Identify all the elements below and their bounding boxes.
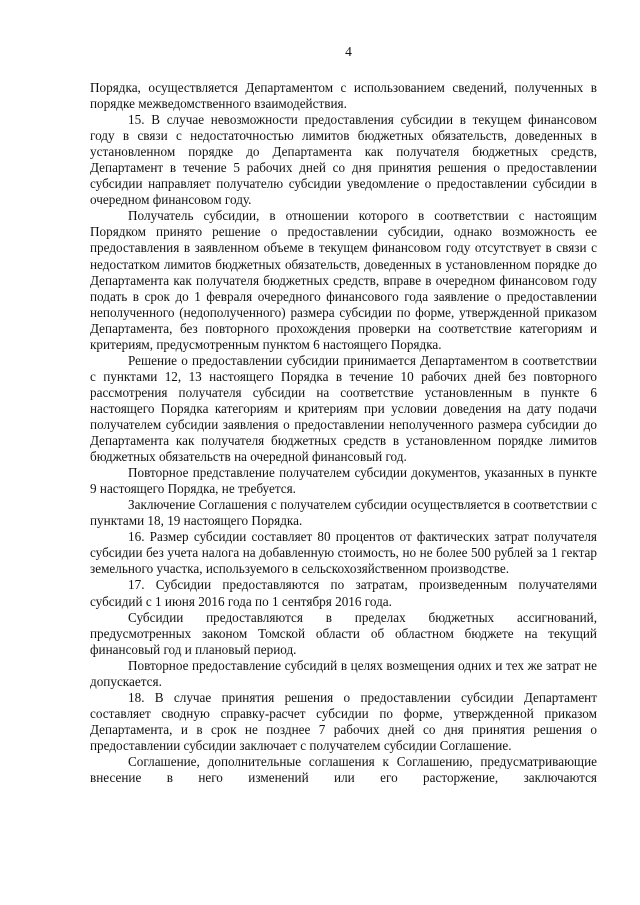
page-number: 4 <box>345 44 352 59</box>
paragraph-repeat-documents: Повторное представление получателем субсидии документов, указанных в пункте 9 настоящего Порядка, не требуется. <box>90 465 597 497</box>
paragraph-item-15: 15. В случае невозможности предоставления субсидии в текущем финансовом году в связи с недостаточностью лимитов бюджетных обязательств, доведенных в установленном порядке до Департамента как получателя бюджетных средств, Департамент в течение 5 рабочих дней со дня принятия решения о предоставлении субсидии направляет получателю субсидии уведомление о предоставлении субсидии в очередном финансовом году. <box>90 112 597 208</box>
paragraph-no-repeat: Повторное предоставление субсидий в целях возмещения одних и тех же затрат не допускается. <box>90 657 597 689</box>
paragraph-continuation: Порядка, осуществляется Департаментом с использованием сведений, полученных в порядке межведомственного взаимодействия. <box>90 80 597 112</box>
paragraph-agreement-conclusion: Заключение Соглашения с получателем субсидии осуществляется в соответствии с пунктами 18, 19 настоящего Порядка. <box>90 497 597 529</box>
paragraph-budget-limits: Субсидии предоставляются в пределах бюджетных ассигнований, предусмотренных законом Томской области об областном бюджете на текущий финансовый год и плановый период. <box>90 609 597 657</box>
paragraph-decision: Решение о предоставлении субсидии принимается Департаментом в соответствии с пунктами 12, 13 настоящего Порядка в течение 10 рабочих дней без повторного рассмотрения получателя субсидии на соответствие установленным в пункте 6 настоящего Порядка категориям и критериям при условии доведения на дату подачи получателем субсидии заявления о предоставлении неполученного размера субсидии до Департамента как получателя бюджетных средств в установленном порядке лимитов бюджетных обязательств на очередной финансовый год. <box>90 352 597 465</box>
paragraph-agreements: Соглашение, дополнительные соглашения к Соглашению, предусматривающие внесение в него изменений или его расторжение, заключаются <box>90 753 597 786</box>
paragraph-item-17: 17. Субсидии предоставляются по затратам, произведенным получателями субсидий с 1 июня 2016 года по 1 сентября 2016 года. <box>90 577 597 609</box>
paragraph-item-16: 16. Размер субсидии составляет 80 процентов от фактических затрат получателя субсидии без учета налога на добавленную стоимость, но не более 500 рублей за 1 гектар земельного участка, используемого в сельскохозяйственном производстве. <box>90 529 597 577</box>
paragraph-recipient-right: Получатель субсидии, в отношении которого в соответствии с настоящим Порядком принято решение о предоставлении субсидии, однако возможность ее предоставления в заявленном объеме в текущем финансовом году отсутствует в связи с недостатком лимитов бюджетных обязательств, доведенных в установленном порядке до Департамента как получателя бюджетных средств, вправе в очередном финансовом году подать в срок до 1 февраля очередного финансового года заявление о предоставлении неполученного (недополученного) размера субсидии по форме, утвержденной приказом Департамента, без повторного прохождения проверки на соответствие категориям и критериям, предусмотренным пунктом 6 настоящего Порядка. <box>90 208 597 352</box>
paragraph-item-18: 18. В случае принятия решения о предоставлении субсидии Департамент составляет сводную справку-расчет субсидии по форме, утвержденной приказом Департамента, и в срок не позднее 7 рабочих дней со дня принятия решения о предоставлении субсидии заключает с получателем субсидии Соглашение. <box>90 689 597 753</box>
